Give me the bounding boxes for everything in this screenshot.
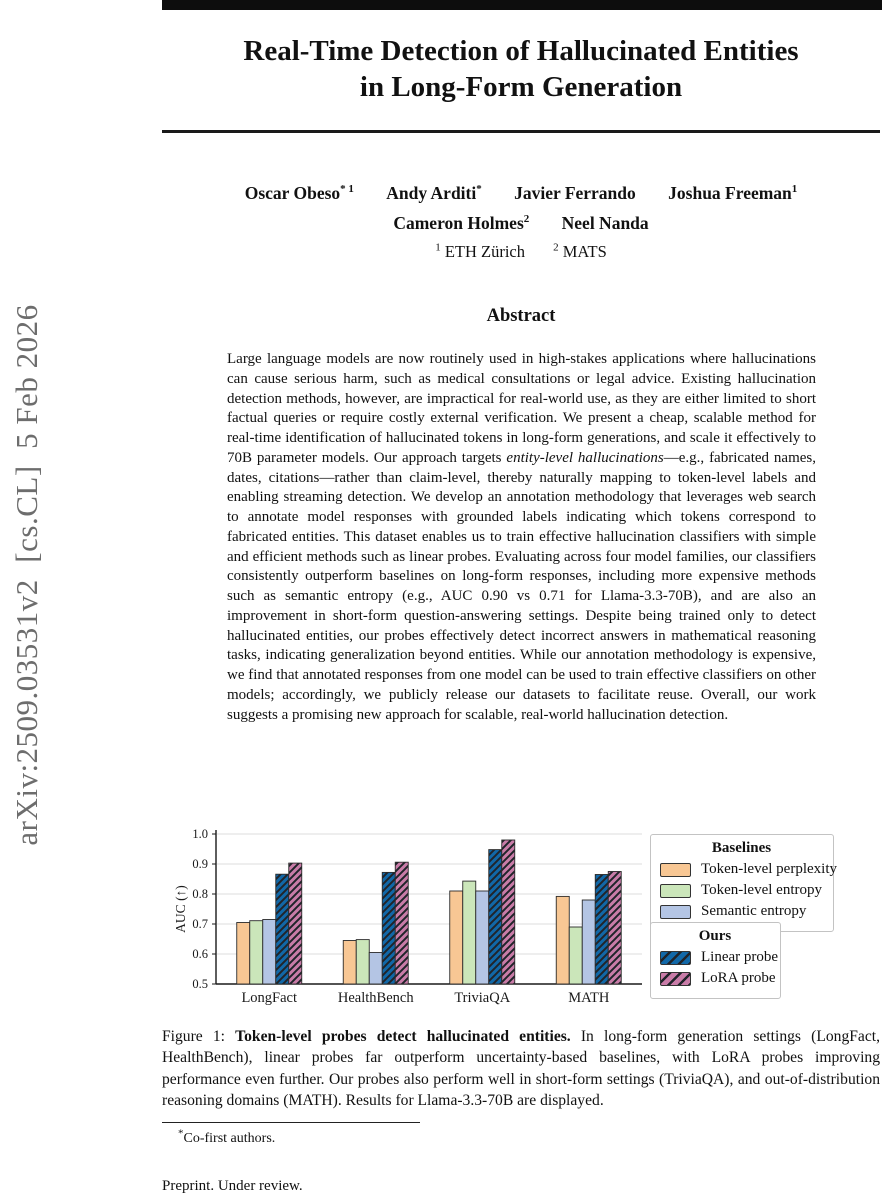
legend-swatch-solid xyxy=(660,863,691,877)
caption-label: Figure 1: xyxy=(162,1028,236,1045)
figure1-bar-chart xyxy=(172,822,650,1010)
legend-baselines-entries xyxy=(660,861,837,920)
paper-title-line2: in Long-Form Generation xyxy=(359,70,683,103)
legend-entry xyxy=(660,903,823,920)
cofirst-footnote: *Co-first authors. xyxy=(178,1127,276,1146)
legend-label: Semantic entropy xyxy=(701,903,807,919)
svg-text:MATH: MATH xyxy=(568,990,610,1006)
footnote-rule xyxy=(162,1122,420,1123)
paper-title xyxy=(162,34,880,105)
svg-text:TriviaQA: TriviaQA xyxy=(454,990,511,1006)
preprint-note: Preprint. Under review. xyxy=(162,1178,303,1194)
legend-label: Token-level perplexity xyxy=(701,861,837,877)
abstract-heading: Abstract xyxy=(486,306,556,326)
legend-label: Linear probe xyxy=(701,949,779,965)
legend-entry xyxy=(660,970,776,987)
legend-swatch-solid xyxy=(660,905,691,919)
caption-rest: In long-form generation settings (LongFact, HealthBench), linear probes far outperform uncertainty-based baselines, with LoRA probes improving performance even further. Our probes also perform well in short-form settings (TriviaQA), and out-of-distribution reasoning domains (MATH). Results for Llama-3.3-70B are displayed. xyxy=(162,1028,880,1110)
svg-text:AUC (↑): AUC (↑) xyxy=(173,885,188,933)
legend-label: Token-level entropy xyxy=(701,882,822,898)
author-name: Joshua Freeman$^1$ xyxy=(668,183,798,203)
svg-text:HealthBench: HealthBench xyxy=(337,990,414,1006)
svg-text:0.7: 0.7 xyxy=(192,917,208,931)
legend-label: LoRA probe xyxy=(701,970,776,986)
legend-entry xyxy=(660,861,837,878)
legend-entry xyxy=(660,949,779,966)
legend-ours-title: Ours xyxy=(698,928,732,944)
legend-baselines-box xyxy=(650,834,837,932)
svg-text:0.9: 0.9 xyxy=(192,857,208,871)
figure1-caption xyxy=(162,1026,880,1112)
svg-text:0.5: 0.5 xyxy=(192,977,208,991)
figure1 xyxy=(162,822,880,1017)
legend-entry xyxy=(660,882,823,899)
paper-page xyxy=(162,0,880,1200)
paper-title-line1: Real-Time Detection of Hallucinated Entities xyxy=(243,35,799,67)
svg-text:1.0: 1.0 xyxy=(192,827,208,841)
caption-bold: Token-level probes detect hallucinated entities. xyxy=(235,1028,571,1045)
svg-text:0.6: 0.6 xyxy=(192,947,208,961)
author-name: Javier Ferrando xyxy=(514,183,636,203)
author-name: Andy Arditi* xyxy=(386,183,482,203)
affiliation: $^2$ MATS xyxy=(553,241,607,261)
legend-baselines-title: Baselines xyxy=(711,840,772,856)
legend-ours-entries xyxy=(660,949,779,987)
abstract-part1: Large language models are now routinely used in high-stakes applications where hallucinations can cause serious harm, such as medical consultations or legal advice. Existing hallucination detection methods, however, are impractical for real-world use, as they are either limited to short factual queries or require costly external verification. We present a cheap, scalable method for real-time identification of hallucinated tokens in long-form generations, and scale it effectively to 70B parameter models. Our approach targets xyxy=(227,351,816,466)
abstract-italic-phrase: entity-level hallucinations xyxy=(506,449,664,466)
svg-text:0.8: 0.8 xyxy=(192,887,208,901)
arxiv-identifier-vertical: arXiv:2509.03531v2 [cs.CL] 5 Feb 2026 xyxy=(9,304,44,846)
title-divider-rule xyxy=(162,130,880,133)
author-row-1 xyxy=(162,178,880,208)
legend-swatch-hatched xyxy=(660,951,691,965)
author-name: Neel Nanda xyxy=(561,213,649,233)
legend-swatch-hatched xyxy=(660,972,691,986)
svg-text:LongFact: LongFact xyxy=(241,990,298,1006)
author-name: Oscar Obeso$^{* 1}$ xyxy=(244,183,354,203)
abstract-part2: —e.g., fabricated names, dates, citations—rather than claim-level, thereby naturally mapping to token-level labels and enabling streaming detection. We develop an annotation methodology that leverages web search to annotate model responses with grounded labels indicating which tokens correspond to fabricated entities. This dataset enables us to train effective hallucination classifiers with simple and efficient methods such as linear probes. Evaluating across four model families, our classifiers consistently outperform baselines on long-form responses, including more expensive methods such as semantic entropy (e.g., AUC 0.90 vs 0.71 for Llama-3.3-70B), and are also an improvement in short-form question-answering settings. Despite being trained only to detect hallucinated entities, our probes effectively detect incorrect answers in mathematical reasoning tasks, indicating generalization beyond entities. While our annotation methodology is expensive, we find that annotated responses from one model can be used to train effective classifiers on other models; accordingly, we publicly release our datasets to facilitate reuse. Overall, our work suggests a promising new approach for scalable, real-world hallucination detection. xyxy=(227,449,816,723)
legend-ours-box xyxy=(650,922,781,999)
author-name: Cameron Holmes$^2$ xyxy=(393,213,530,233)
affiliation: $^1$ ETH Zürich xyxy=(435,241,526,261)
author-row-2 xyxy=(162,208,880,238)
legend-swatch-solid xyxy=(660,884,691,898)
author-block xyxy=(162,178,880,266)
abstract-text xyxy=(227,350,816,725)
affiliations-row xyxy=(162,238,880,266)
